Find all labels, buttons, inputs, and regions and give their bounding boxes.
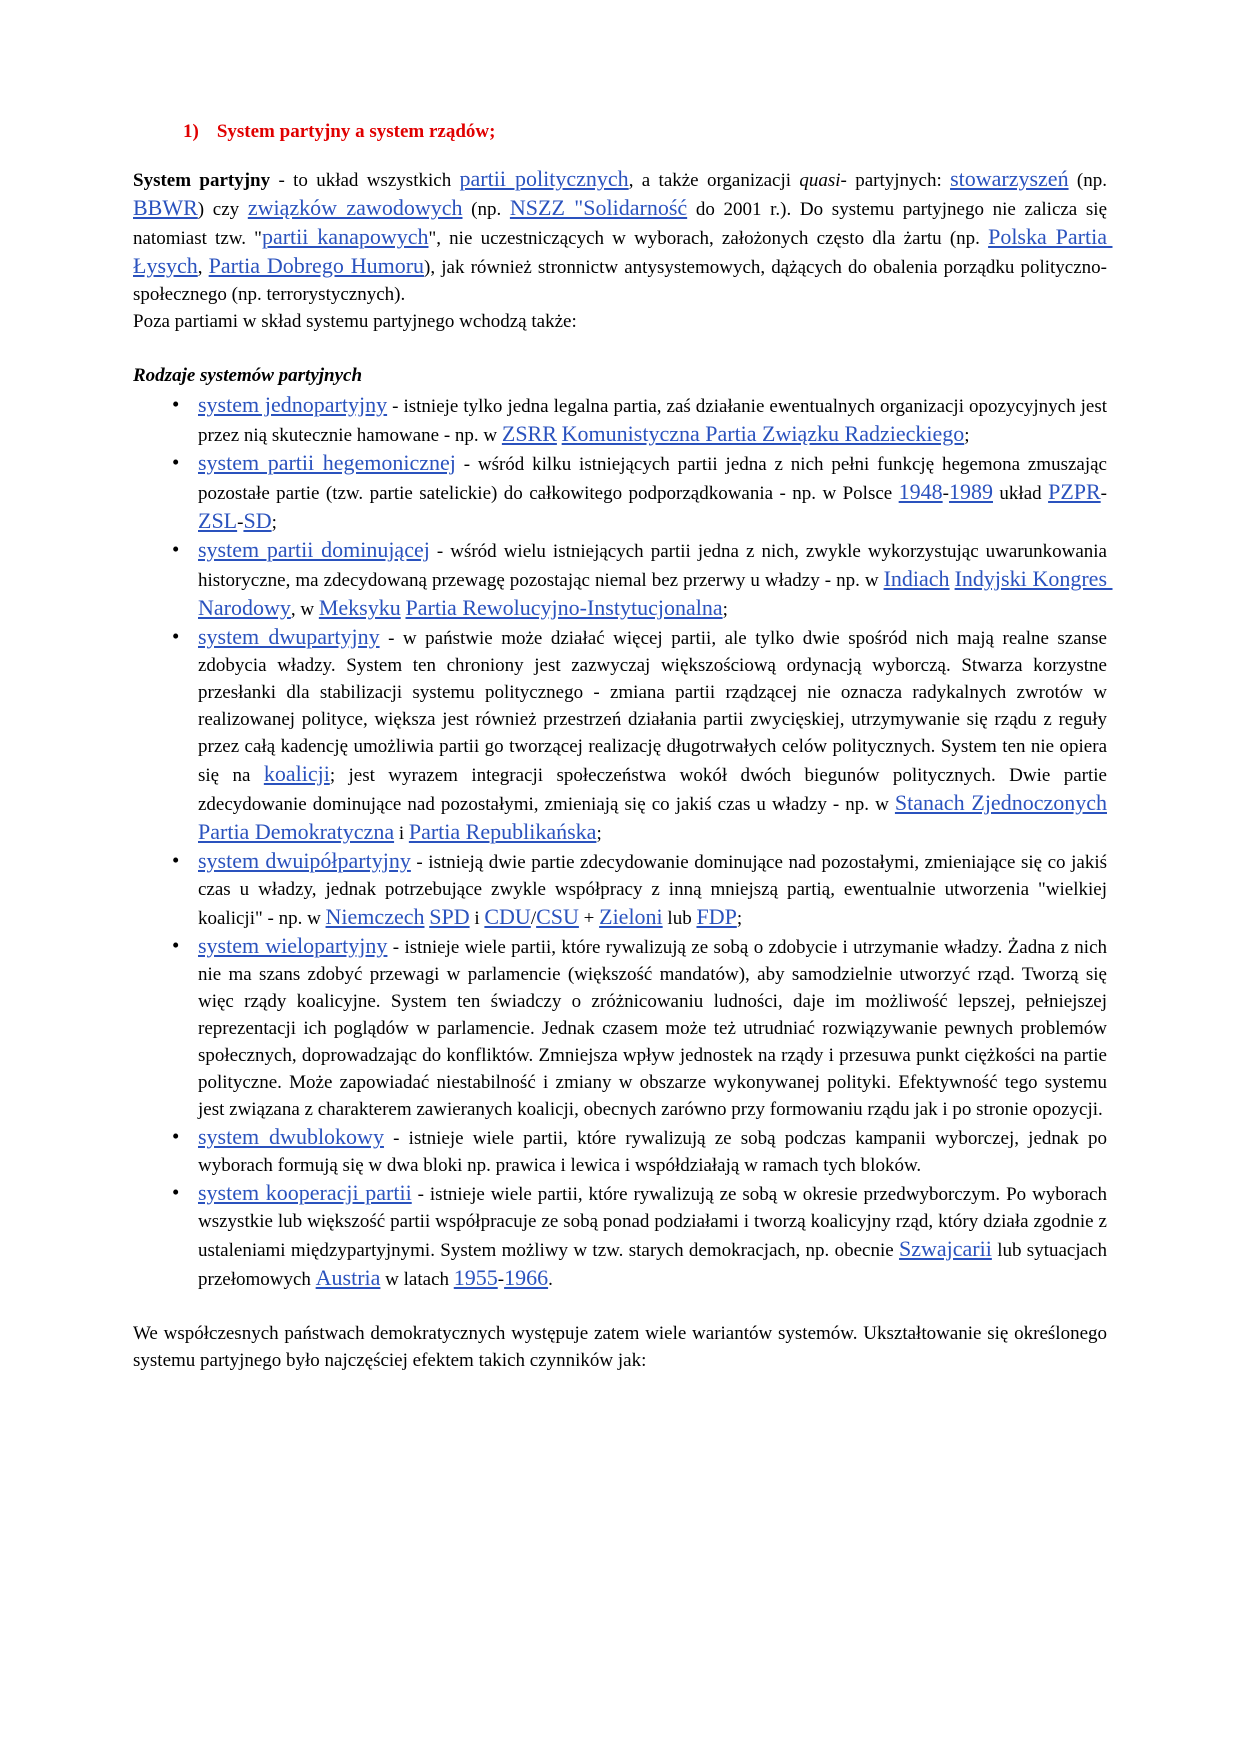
hyperlink[interactable]: SD [243, 508, 272, 533]
hyperlink[interactable]: Meksyku [318, 595, 401, 620]
hyperlink[interactable]: Zieloni [599, 904, 663, 929]
text-run [1107, 794, 1112, 815]
hyperlink[interactable]: Indyjski Kongres Narodowy [198, 566, 1113, 620]
text-run: układ [992, 483, 1049, 504]
text-run: We współczesnych państwach demokratycznych występuje zatem wiele wariantów systemów. Ukształtowanie się określonego systemu partyjnego było najczęściej efektem takich czynników jak: [133, 1323, 1112, 1371]
text-run: w latach [380, 1269, 454, 1290]
hyperlink[interactable]: 1989 [948, 479, 993, 504]
hyperlink[interactable]: 1948 [898, 479, 943, 504]
list-item [170, 1179, 1112, 1293]
text-run: - istnieje wiele partii, które rywalizują ze sobą w okresie przedwyborczym. Po wyborach wszystkie lub większość partii współpracuje ze sobą ponad podziałami i tworzą koalicyjny rząd, który działa zgodnie z ustaleniami międzypartyjnymi. System możliwy w tzw. starych demokracjach, np. obecnie [198, 1184, 1112, 1261]
text-run: (np. [462, 199, 510, 220]
section-heading [133, 118, 1107, 145]
hyperlink[interactable]: Niemczech [325, 904, 425, 929]
hyperlink[interactable]: Austria [315, 1265, 381, 1290]
text-run: ; [271, 512, 277, 533]
text-run: ; jest wyrazem integracji społeczeństwa wokół dwóch biegunów politycznych. Dwie partie zdecydowanie dominujące nad pozostałymi, zmieniają się co jakiś czas u władzy - np. w [198, 765, 1112, 815]
hyperlink[interactable]: partii politycznych [459, 166, 629, 191]
document-body [133, 165, 1113, 1374]
heading-number: 1) [183, 121, 199, 142]
hyperlink[interactable]: Komunistyczna Partia Związku Radzieckiego [561, 421, 965, 446]
text-run: ; [596, 823, 602, 844]
hyperlink[interactable]: CDU [484, 904, 531, 929]
text-run: lub [662, 908, 697, 929]
text-run: - w państwie może działać więcej partii, ale tylko dwie spośród nich mają realne szanse zdobycia władzy. System ten chroniony jest zazwyczaj większościową ordynacją wyborczą. Stwarza korzystne przesłanki dla stabilizacji systemu politycznego - zmiana partii rządzącej nie oznacza radykalnych zwrotów w realizowanej polityce, większa jest również przestrzeń działania partii zwycięskiej, utrzymywanie się rządu z reguły przez całą kadencję umożliwia partii go tworzącej realizację długotrwałych celów politycznych. System ten nie opiera się na [198, 628, 1112, 786]
subheading [133, 362, 1107, 389]
text-run: , w [290, 599, 319, 620]
text-run: - wśród wielu istniejących partii jedna z nich, zwykle wykorzystując uwarunkowania historyczne, ma zdecydowaną przewagę pozostając niemal bez przerwy u władzy - np. w [198, 541, 1112, 591]
heading-text: System partyjny a system rządów; [216, 121, 496, 142]
text-run: - istnieje wiele partii, które rywalizują ze sobą podczas kampanii wyborczej, jednak po wyborach formują się w dwa bloki np. prawica i lewica i współdziałają w ramach tych bloków. [198, 1128, 1112, 1176]
list-item [170, 847, 1112, 932]
text-run: - istnieją dwie partie zdecydowanie dominujące nad pozostałymi, zmieniające się co jakiś czas u władzy, jednak potrzebujące zwykle współpracy z inną mniejszą partią, ewentualnie utworzenia "wielkiej koalicji" - np. w [198, 852, 1112, 929]
hyperlink[interactable]: 1955 [453, 1265, 498, 1290]
hyperlink[interactable]: system partii dominującej [198, 537, 430, 562]
text-run: ", nie uczestniczących w wyborach, założonych często dla żartu (np. [428, 228, 989, 249]
text-run: , [197, 257, 209, 278]
hyperlink[interactable]: system kooperacji partii [198, 1180, 412, 1205]
text-run: Poza partiami w skład systemu partyjnego wchodzą także: [133, 311, 577, 332]
text-run: - [942, 483, 949, 504]
hyperlink[interactable]: BBWR [133, 195, 198, 220]
text-run: ) czy [197, 199, 248, 220]
hyperlink[interactable]: Partia Dobrego Humoru [208, 253, 425, 278]
text-run: , a także organizacji [628, 170, 800, 191]
hyperlink[interactable]: SPD [429, 904, 470, 929]
hyperlink[interactable]: ZSRR [501, 421, 557, 446]
text-run: - partyjnych: [840, 170, 951, 191]
hyperlink[interactable]: koalicji [263, 761, 330, 786]
hyperlink[interactable]: stowarzyszeń [950, 166, 1069, 191]
text-run: Rodzaje systemów partyjnych [133, 365, 363, 386]
list-item [170, 623, 1112, 847]
hyperlink[interactable]: system jednopartyjny [198, 392, 388, 417]
list-item [170, 1123, 1112, 1179]
hyperlink[interactable]: FDP [696, 904, 737, 929]
text-run: - to układ wszystkich [270, 170, 460, 191]
text-run: System partyjny [133, 170, 271, 191]
text-run: - istnieje tylko jedna legalna partia, zaś działanie ewentualnych organizacji opozycyjnych jest przez nią skutecznie hamowane - np. w [198, 396, 1112, 446]
hyperlink[interactable]: system dwuipółpartyjny [198, 848, 411, 873]
hyperlink[interactable]: związków zawodowych [247, 195, 463, 220]
text-run: i [394, 823, 409, 844]
text-run: ; [964, 425, 970, 446]
text-run: - wśród kilku istniejących partii jedna z nich pełni funkcję hegemona zmuszając pozostałe partie (tzw. partie satelickie) do całkowitego podporządkowania - np. w Polsce [198, 454, 1112, 504]
text-run: ), jak również stronnictw antysystemowych, dążących do obalenia porządku polityczno-społecznego (np. terrorystycznych). [133, 257, 1108, 305]
hyperlink[interactable]: Partia Rewolucyjno-Instytucjonalna [405, 595, 723, 620]
hyperlink[interactable]: partii kanapowych [261, 224, 429, 249]
hyperlink[interactable]: ZSL [198, 508, 238, 533]
hyperlink[interactable]: PZPR [1048, 479, 1101, 504]
hyperlink[interactable]: Indiach [883, 566, 950, 591]
hyperlink[interactable]: Partia Republikańska [408, 819, 597, 844]
hyperlink[interactable]: system dwupartyjny [198, 624, 380, 649]
hyperlink[interactable]: Stanach Zjednoczonych [894, 790, 1107, 815]
hyperlink[interactable]: system partii hegemonicznej [198, 450, 456, 475]
text-run: + [578, 908, 600, 929]
paragraph [133, 165, 1113, 308]
text-run: ; [722, 599, 728, 620]
text-run: - [1100, 483, 1107, 504]
text-run: - istnieje wiele partii, które rywalizują ze sobą o zdobycie i utrzymanie władzy. Żadna z nich nie ma szans zdobyć przewagi w parlamencie (większość mandatów), aby samodzielnie utworzyć rząd. Tworzą się więc rządy koalicyjne. System ten świadczy o zróżnicowaniu ludności, daje im możliwość lepszej, pełniejszej reprezentacji ich poglądów w parlamencie. Jednak czasem może też utrudniać rozwiązywanie pewnych problemów społecznych, doprowadzając do konfliktów. Zmniejsza wpływ jednostek na rządy i przesuwa punkt ciężkości na partie polityczne. Może zapowiadać niestabilność i zmiany w obszarze wykonywanej polityki. Efektywność tego systemu jest związana z charakterem zawieranych koalicji, obecnych zarówno przy formowaniu rządu jak i po stronie opozycji. [198, 937, 1112, 1120]
text-run: - [237, 512, 244, 533]
hyperlink[interactable]: 1966 [504, 1265, 549, 1290]
text-run: quasi [799, 170, 841, 191]
hyperlink[interactable]: Polska Partia Łysych [133, 224, 1113, 278]
text-run: ; [736, 908, 743, 929]
hyperlink[interactable]: Partia Demokratyczna [198, 819, 395, 844]
text-run: (np. [1068, 170, 1112, 191]
text-run: i [469, 908, 485, 929]
text-run: lub sytuacjach przełomowych [198, 1240, 1112, 1290]
list-item [170, 449, 1112, 536]
hyperlink[interactable]: CSU [536, 904, 579, 929]
paragraph [133, 1320, 1112, 1374]
text-run: . [548, 1269, 553, 1290]
hyperlink[interactable]: system dwublokowy [198, 1124, 384, 1149]
paragraph [133, 308, 1107, 335]
hyperlink[interactable]: Szwajcarii [899, 1236, 992, 1261]
list-item [170, 391, 1112, 449]
hyperlink[interactable]: system wielopartyjny [198, 933, 388, 958]
text-run: - [497, 1269, 505, 1290]
list-item [170, 536, 1113, 623]
text-run: do 2001 r.). Do systemu partyjnego nie zalicza się natomiast tzw. " [133, 199, 1112, 249]
text-run: / [530, 908, 537, 929]
bullet-list [170, 391, 1113, 1293]
list-item [170, 932, 1112, 1123]
hyperlink[interactable]: NSZZ "Solidarność [509, 195, 688, 220]
